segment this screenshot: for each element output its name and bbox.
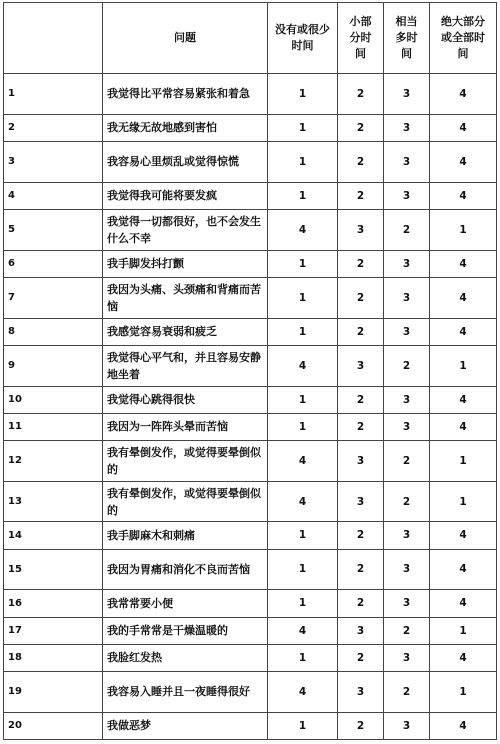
question-text: 我容易心里烦乱或觉得惊慌 <box>103 141 268 182</box>
score-cell: 2 <box>384 440 430 481</box>
header-col4: 绝大部分或全部时间 <box>430 3 497 74</box>
score-cell: 1 <box>268 644 338 671</box>
table-row <box>4 481 497 522</box>
score-cell: 3 <box>384 549 430 590</box>
score-cell: 1 <box>430 617 497 644</box>
question-text: 我感觉容易衰弱和疲乏 <box>103 318 268 345</box>
score-cell: 2 <box>338 386 384 413</box>
score-cell: 4 <box>268 617 338 644</box>
row-number: 9 <box>4 345 103 386</box>
table-row <box>4 644 497 671</box>
table-row <box>4 74 497 115</box>
question-text: 我觉得心跳得很快 <box>103 386 268 413</box>
score-cell: 2 <box>338 644 384 671</box>
table-row <box>4 671 497 712</box>
score-cell: 2 <box>384 481 430 522</box>
question-text: 我有晕倒发作，或觉得要晕倒似的 <box>103 481 268 522</box>
row-number: 11 <box>4 413 103 440</box>
score-cell: 4 <box>430 549 497 590</box>
table-row <box>4 386 497 413</box>
score-cell: 2 <box>384 345 430 386</box>
score-cell: 2 <box>338 318 384 345</box>
row-number: 17 <box>4 617 103 644</box>
row-number: 1 <box>4 74 103 115</box>
score-cell: 1 <box>268 74 338 115</box>
score-cell: 1 <box>430 671 497 712</box>
question-text: 我觉得心平气和，并且容易安静地坐着 <box>103 345 268 386</box>
table-row <box>4 413 497 440</box>
score-cell: 3 <box>338 617 384 644</box>
question-text: 我因为胃痛和消化不良而苦恼 <box>103 549 268 590</box>
table-row <box>4 114 497 141</box>
score-cell: 4 <box>430 644 497 671</box>
score-cell: 4 <box>268 481 338 522</box>
question-text: 我的手常常是干燥温暖的 <box>103 617 268 644</box>
score-cell: 2 <box>338 549 384 590</box>
table-row <box>4 549 497 590</box>
score-cell: 1 <box>430 440 497 481</box>
score-cell: 2 <box>384 617 430 644</box>
table-row <box>4 522 497 549</box>
score-cell: 3 <box>384 644 430 671</box>
score-cell: 4 <box>430 386 497 413</box>
score-cell: 4 <box>268 345 338 386</box>
score-cell: 2 <box>338 277 384 318</box>
row-number: 14 <box>4 522 103 549</box>
score-cell: 4 <box>430 114 497 141</box>
question-text: 我做恶梦 <box>103 712 268 739</box>
table-row <box>4 617 497 644</box>
score-cell: 1 <box>268 590 338 617</box>
table-row <box>4 182 497 209</box>
score-cell: 2 <box>338 141 384 182</box>
question-text: 我手脚麻木和刺痛 <box>103 522 268 549</box>
table-row <box>4 440 497 481</box>
score-cell: 3 <box>384 590 430 617</box>
score-cell: 4 <box>430 141 497 182</box>
score-cell: 1 <box>430 345 497 386</box>
question-text: 我常常要小便 <box>103 590 268 617</box>
score-cell: 2 <box>338 182 384 209</box>
row-number: 16 <box>4 590 103 617</box>
score-cell: 3 <box>384 114 430 141</box>
score-cell: 3 <box>338 440 384 481</box>
score-cell: 4 <box>430 182 497 209</box>
score-cell: 2 <box>338 712 384 739</box>
score-cell: 1 <box>268 522 338 549</box>
score-cell: 3 <box>384 318 430 345</box>
row-number: 10 <box>4 386 103 413</box>
table-row <box>4 141 497 182</box>
score-cell: 4 <box>430 318 497 345</box>
score-cell: 3 <box>338 345 384 386</box>
anxiety-scale-table <box>3 2 497 740</box>
score-cell: 1 <box>430 209 497 250</box>
score-cell: 3 <box>384 74 430 115</box>
header-col2: 小部分时间 <box>338 3 384 74</box>
row-number: 15 <box>4 549 103 590</box>
question-text: 我觉得我可能将要发疯 <box>103 182 268 209</box>
score-cell: 1 <box>268 141 338 182</box>
header-id <box>4 3 103 74</box>
score-cell: 2 <box>338 114 384 141</box>
score-cell: 1 <box>268 549 338 590</box>
score-cell: 3 <box>338 481 384 522</box>
score-cell: 3 <box>384 712 430 739</box>
score-cell: 4 <box>268 209 338 250</box>
question-text: 我因为头痛、头颈痛和背痛而苦恼 <box>103 277 268 318</box>
score-cell: 4 <box>430 712 497 739</box>
row-number: 18 <box>4 644 103 671</box>
question-text: 我有晕倒发作，或觉得要晕倒似的 <box>103 440 268 481</box>
row-number: 12 <box>4 440 103 481</box>
score-cell: 3 <box>384 141 430 182</box>
header-col1: 没有或很少时间 <box>268 3 338 74</box>
row-number: 3 <box>4 141 103 182</box>
score-cell: 3 <box>384 277 430 318</box>
header-question: 问题 <box>103 3 268 74</box>
score-cell: 4 <box>430 277 497 318</box>
score-cell: 3 <box>384 413 430 440</box>
table-row <box>4 345 497 386</box>
question-text: 我手脚发抖打颤 <box>103 250 268 277</box>
score-cell: 3 <box>384 182 430 209</box>
question-text: 我无缘无故地感到害怕 <box>103 114 268 141</box>
question-text: 我因为一阵阵头晕而苦恼 <box>103 413 268 440</box>
score-cell: 1 <box>268 413 338 440</box>
row-number: 20 <box>4 712 103 739</box>
score-cell: 2 <box>338 522 384 549</box>
score-cell: 1 <box>430 481 497 522</box>
header-row <box>4 3 497 74</box>
score-cell: 3 <box>384 250 430 277</box>
score-cell: 2 <box>384 209 430 250</box>
score-cell: 4 <box>430 590 497 617</box>
row-number: 6 <box>4 250 103 277</box>
score-cell: 2 <box>338 413 384 440</box>
score-cell: 2 <box>338 74 384 115</box>
score-cell: 1 <box>268 114 338 141</box>
table-row <box>4 712 497 739</box>
score-cell: 1 <box>268 182 338 209</box>
score-cell: 1 <box>268 318 338 345</box>
score-cell: 1 <box>268 277 338 318</box>
score-cell: 4 <box>430 250 497 277</box>
score-cell: 3 <box>384 522 430 549</box>
header-col3: 相当多时间 <box>384 3 430 74</box>
table-row <box>4 590 497 617</box>
row-number: 8 <box>4 318 103 345</box>
table-row <box>4 318 497 345</box>
score-cell: 2 <box>338 590 384 617</box>
score-cell: 4 <box>430 413 497 440</box>
score-cell: 3 <box>338 671 384 712</box>
score-cell: 4 <box>430 74 497 115</box>
row-number: 7 <box>4 277 103 318</box>
score-cell: 2 <box>338 250 384 277</box>
question-text: 我容易入睡并且一夜睡得很好 <box>103 671 268 712</box>
table-row <box>4 250 497 277</box>
table-row <box>4 209 497 250</box>
row-number: 13 <box>4 481 103 522</box>
score-cell: 2 <box>384 671 430 712</box>
score-cell: 4 <box>268 440 338 481</box>
table-row <box>4 277 497 318</box>
table-body <box>4 74 497 740</box>
question-text: 我觉得一切都很好，也不会发生什么不幸 <box>103 209 268 250</box>
score-cell: 1 <box>268 250 338 277</box>
question-text: 我觉得比平常容易紧张和着急 <box>103 74 268 115</box>
score-cell: 4 <box>268 671 338 712</box>
score-cell: 3 <box>384 386 430 413</box>
score-cell: 1 <box>268 712 338 739</box>
row-number: 5 <box>4 209 103 250</box>
row-number: 4 <box>4 182 103 209</box>
score-cell: 3 <box>338 209 384 250</box>
score-cell: 1 <box>268 386 338 413</box>
row-number: 2 <box>4 114 103 141</box>
row-number: 19 <box>4 671 103 712</box>
question-text: 我脸红发热 <box>103 644 268 671</box>
score-cell: 4 <box>430 522 497 549</box>
